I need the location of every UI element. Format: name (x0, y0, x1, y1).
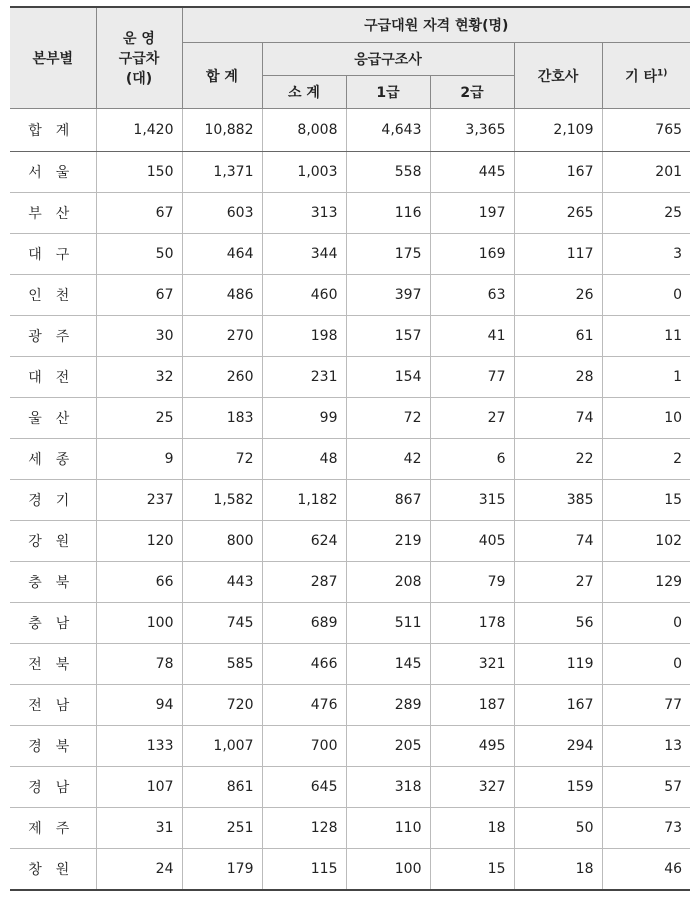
header-ambulances-line2: 구급차 (118, 51, 160, 67)
row-value-cell: 4,643 (346, 109, 430, 152)
row-value-cell: 1,420 (96, 109, 182, 152)
row-value-cell: 32 (96, 357, 182, 398)
row-value-cell: 120 (96, 521, 182, 562)
row-value-cell: 321 (430, 644, 514, 685)
row-value-cell: 198 (262, 316, 346, 357)
row-value-cell: 119 (514, 644, 602, 685)
table-row-total (10, 109, 690, 152)
row-value-cell: 2 (602, 439, 690, 480)
row-region-name: 합계 (10, 109, 96, 152)
row-region-name: 충남 (10, 603, 96, 644)
table-row (10, 234, 690, 275)
row-value-cell: 460 (262, 275, 346, 316)
row-value-cell: 645 (262, 767, 346, 808)
row-value-cell: 10 (602, 398, 690, 439)
header-other-footnote: 1) (657, 67, 668, 78)
row-value-cell: 175 (346, 234, 430, 275)
row-value-cell: 24 (96, 849, 182, 891)
row-value-cell: 31 (96, 808, 182, 849)
row-value-cell: 765 (602, 109, 690, 152)
row-value-cell: 251 (182, 808, 262, 849)
table-row (10, 439, 690, 480)
row-value-cell: 157 (346, 316, 430, 357)
row-value-cell: 22 (514, 439, 602, 480)
table-row (10, 603, 690, 644)
row-value-cell: 318 (346, 767, 430, 808)
row-value-cell: 50 (96, 234, 182, 275)
header-total: 합 계 (182, 43, 262, 109)
row-value-cell: 0 (602, 275, 690, 316)
row-value-cell: 73 (602, 808, 690, 849)
row-value-cell: 405 (430, 521, 514, 562)
row-value-cell: 94 (96, 685, 182, 726)
row-value-cell: 208 (346, 562, 430, 603)
row-value-cell: 2,109 (514, 109, 602, 152)
ambulance-qualification-table (10, 6, 690, 891)
row-region-name: 전북 (10, 644, 96, 685)
row-value-cell: 18 (514, 849, 602, 891)
row-value-cell: 128 (262, 808, 346, 849)
row-value-cell: 63 (430, 275, 514, 316)
row-value-cell: 169 (430, 234, 514, 275)
table-row (10, 398, 690, 439)
row-region-name: 전남 (10, 685, 96, 726)
row-value-cell: 445 (430, 152, 514, 193)
row-value-cell: 867 (346, 480, 430, 521)
row-value-cell: 270 (182, 316, 262, 357)
row-value-cell: 28 (514, 357, 602, 398)
row-region-name: 인천 (10, 275, 96, 316)
row-value-cell: 100 (96, 603, 182, 644)
row-value-cell: 178 (430, 603, 514, 644)
row-region-name: 광주 (10, 316, 96, 357)
row-value-cell: 486 (182, 275, 262, 316)
header-other (602, 43, 690, 109)
row-value-cell: 8,008 (262, 109, 346, 152)
row-value-cell: 117 (514, 234, 602, 275)
row-value-cell: 187 (430, 685, 514, 726)
table-row (10, 726, 690, 767)
row-value-cell: 624 (262, 521, 346, 562)
row-value-cell: 585 (182, 644, 262, 685)
row-value-cell: 154 (346, 357, 430, 398)
table-row (10, 275, 690, 316)
row-value-cell: 1,003 (262, 152, 346, 193)
row-value-cell: 102 (602, 521, 690, 562)
table-row (10, 644, 690, 685)
row-value-cell: 861 (182, 767, 262, 808)
row-value-cell: 15 (602, 480, 690, 521)
row-value-cell: 167 (514, 152, 602, 193)
row-value-cell: 67 (96, 275, 182, 316)
row-value-cell: 294 (514, 726, 602, 767)
row-value-cell: 1,007 (182, 726, 262, 767)
row-region-name: 부산 (10, 193, 96, 234)
row-value-cell: 745 (182, 603, 262, 644)
row-value-cell: 0 (602, 644, 690, 685)
table-row (10, 521, 690, 562)
row-region-name: 서울 (10, 152, 96, 193)
row-value-cell: 231 (262, 357, 346, 398)
row-value-cell: 265 (514, 193, 602, 234)
row-value-cell: 79 (430, 562, 514, 603)
table-row (10, 808, 690, 849)
row-value-cell: 1,371 (182, 152, 262, 193)
row-region-name: 울산 (10, 398, 96, 439)
row-region-name: 경기 (10, 480, 96, 521)
row-value-cell: 116 (346, 193, 430, 234)
row-value-cell: 603 (182, 193, 262, 234)
row-region-name: 대구 (10, 234, 96, 275)
row-value-cell: 327 (430, 767, 514, 808)
row-value-cell: 115 (262, 849, 346, 891)
row-value-cell: 183 (182, 398, 262, 439)
header-region: 본부별 (10, 7, 96, 109)
row-value-cell: 219 (346, 521, 430, 562)
header-nurse: 간호사 (514, 43, 602, 109)
row-value-cell: 315 (430, 480, 514, 521)
row-value-cell: 495 (430, 726, 514, 767)
row-value-cell: 107 (96, 767, 182, 808)
row-value-cell: 9 (96, 439, 182, 480)
row-region-name: 충북 (10, 562, 96, 603)
row-value-cell: 13 (602, 726, 690, 767)
row-value-cell: 129 (602, 562, 690, 603)
row-value-cell: 99 (262, 398, 346, 439)
row-value-cell: 41 (430, 316, 514, 357)
row-value-cell: 27 (514, 562, 602, 603)
row-region-name: 대전 (10, 357, 96, 398)
row-value-cell: 61 (514, 316, 602, 357)
header-qualification-group: 구급대원 자격 현황(명) (182, 7, 690, 43)
header-subtotal: 소 계 (262, 76, 346, 109)
row-value-cell: 67 (96, 193, 182, 234)
header-ambulances-line1: 운 영 (123, 31, 155, 47)
row-value-cell: 159 (514, 767, 602, 808)
row-value-cell: 66 (96, 562, 182, 603)
row-region-name: 경북 (10, 726, 96, 767)
table-row (10, 152, 690, 193)
row-value-cell: 1,182 (262, 480, 346, 521)
header-emt-group: 응급구조사 (262, 43, 514, 76)
table-body (10, 109, 690, 891)
row-value-cell: 800 (182, 521, 262, 562)
row-value-cell: 10,882 (182, 109, 262, 152)
row-value-cell: 344 (262, 234, 346, 275)
table-row (10, 357, 690, 398)
row-value-cell: 3,365 (430, 109, 514, 152)
table-row (10, 849, 690, 891)
row-value-cell: 26 (514, 275, 602, 316)
row-value-cell: 466 (262, 644, 346, 685)
row-value-cell: 11 (602, 316, 690, 357)
row-value-cell: 464 (182, 234, 262, 275)
row-value-cell: 179 (182, 849, 262, 891)
row-value-cell: 78 (96, 644, 182, 685)
row-value-cell: 287 (262, 562, 346, 603)
row-value-cell: 1 (602, 357, 690, 398)
row-value-cell: 167 (514, 685, 602, 726)
row-value-cell: 443 (182, 562, 262, 603)
row-value-cell: 48 (262, 439, 346, 480)
row-value-cell: 511 (346, 603, 430, 644)
row-value-cell: 50 (514, 808, 602, 849)
row-value-cell: 25 (602, 193, 690, 234)
row-value-cell: 6 (430, 439, 514, 480)
table-row (10, 480, 690, 521)
row-value-cell: 72 (182, 439, 262, 480)
row-value-cell: 720 (182, 685, 262, 726)
row-value-cell: 237 (96, 480, 182, 521)
row-value-cell: 72 (346, 398, 430, 439)
statistics-table-container (10, 6, 690, 891)
table-row (10, 193, 690, 234)
row-value-cell: 0 (602, 603, 690, 644)
table-row (10, 685, 690, 726)
row-value-cell: 74 (514, 521, 602, 562)
header-other-label: 기 타 (625, 68, 658, 85)
table-row (10, 562, 690, 603)
row-value-cell: 558 (346, 152, 430, 193)
row-value-cell: 385 (514, 480, 602, 521)
row-value-cell: 133 (96, 726, 182, 767)
row-value-cell: 260 (182, 357, 262, 398)
table-row (10, 316, 690, 357)
row-value-cell: 145 (346, 644, 430, 685)
row-value-cell: 77 (430, 357, 514, 398)
row-value-cell: 197 (430, 193, 514, 234)
header-grade2: 2급 (430, 76, 514, 109)
row-value-cell: 30 (96, 316, 182, 357)
row-value-cell: 201 (602, 152, 690, 193)
row-value-cell: 18 (430, 808, 514, 849)
header-grade1: 1급 (346, 76, 430, 109)
row-value-cell: 476 (262, 685, 346, 726)
row-region-name: 창원 (10, 849, 96, 891)
header-ambulances-line3: (대) (125, 71, 153, 87)
table-row (10, 767, 690, 808)
row-value-cell: 205 (346, 726, 430, 767)
row-value-cell: 110 (346, 808, 430, 849)
row-value-cell: 27 (430, 398, 514, 439)
row-value-cell: 689 (262, 603, 346, 644)
row-value-cell: 74 (514, 398, 602, 439)
row-value-cell: 15 (430, 849, 514, 891)
row-region-name: 강원 (10, 521, 96, 562)
row-region-name: 세종 (10, 439, 96, 480)
row-value-cell: 100 (346, 849, 430, 891)
header-ambulances (96, 7, 182, 109)
row-value-cell: 289 (346, 685, 430, 726)
row-value-cell: 57 (602, 767, 690, 808)
row-value-cell: 150 (96, 152, 182, 193)
row-value-cell: 56 (514, 603, 602, 644)
row-value-cell: 25 (96, 398, 182, 439)
row-value-cell: 77 (602, 685, 690, 726)
row-region-name: 제주 (10, 808, 96, 849)
row-value-cell: 397 (346, 275, 430, 316)
row-value-cell: 313 (262, 193, 346, 234)
row-region-name: 경남 (10, 767, 96, 808)
row-value-cell: 1,582 (182, 480, 262, 521)
row-value-cell: 3 (602, 234, 690, 275)
row-value-cell: 700 (262, 726, 346, 767)
row-value-cell: 42 (346, 439, 430, 480)
row-value-cell: 46 (602, 849, 690, 891)
